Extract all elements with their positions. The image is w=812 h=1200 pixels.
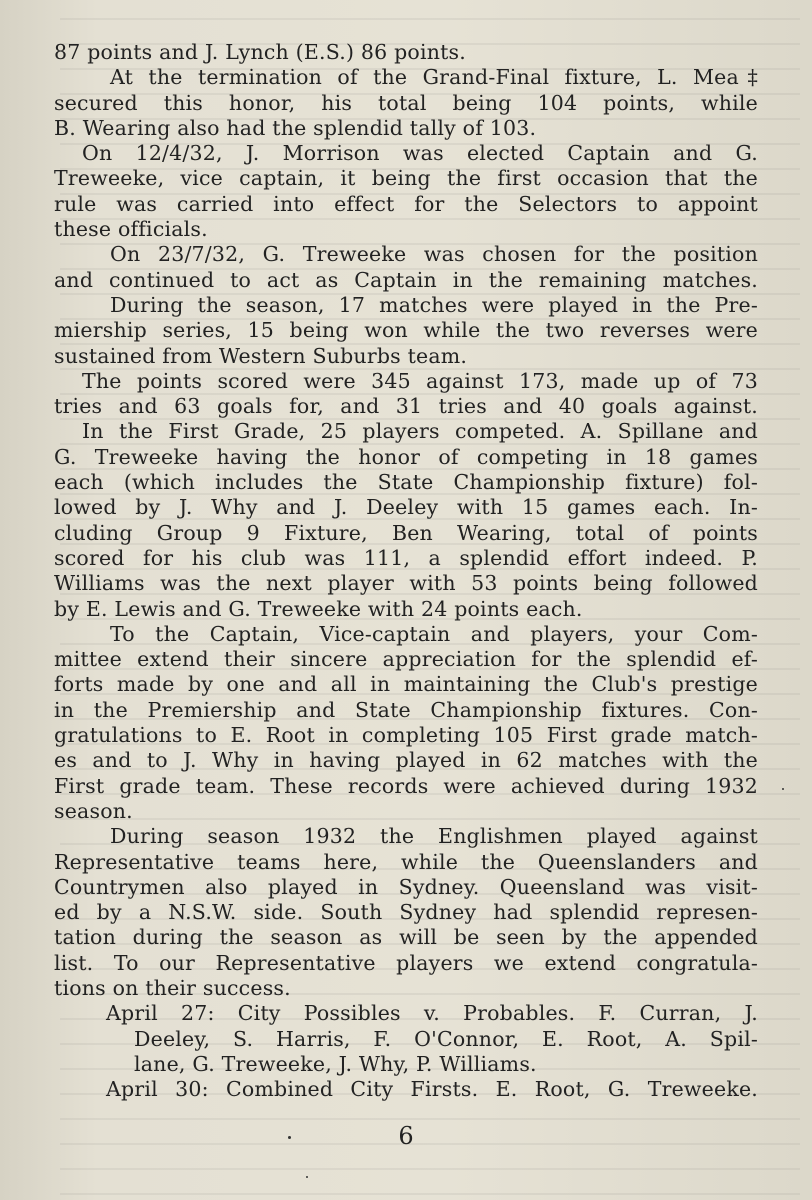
text-line: gratulations to E. Root in completing 105 First grade match- — [54, 723, 758, 748]
text-line: tation during the season as will be seen by the appended — [54, 925, 758, 950]
paper-speck — [306, 1176, 308, 1178]
text-line: During season 1932 the Englishmen played against — [110, 824, 758, 849]
text-line: lane, G. Treweeke, J. Why, P. Williams. — [134, 1051, 537, 1076]
text-line: each (which includes the State Championship fixture) fol- — [54, 470, 758, 495]
text-line: Williams was the next player with 53 points being followed — [54, 571, 758, 596]
text-line: On 23/7/32, G. Treweeke was chosen for the position — [110, 242, 758, 267]
text-line: list. To our Representative players we extend congratula- — [54, 950, 758, 975]
text-line: April 30: Combined City Firsts. E. Root, G. Treweeke. — [106, 1077, 758, 1102]
text-line: mittee extend their sincere appreciation for the splendid ef- — [54, 647, 758, 672]
text-line: April 27: City Possibles v. Probables. F. Curran, J. — [106, 1001, 758, 1026]
text-line: To the Captain, Vice-captain and players, your Com- — [110, 621, 758, 646]
text-line: Deeley, S. Harris, F. O'Connor, E. Root, A. Spil- — [134, 1026, 758, 1051]
paper-speck — [782, 788, 784, 790]
text-line: The points scored were 345 against 173, made up of 73 — [82, 368, 758, 393]
text-line: At the termination of the Grand-Final fixture, L. Mea‡ — [110, 65, 758, 90]
text-line: Representative teams here, while the Queenslanders and — [54, 849, 758, 874]
paper-speck — [288, 1136, 291, 1139]
text-line: lowed by J. Why and J. Deeley with 15 games each. In- — [54, 495, 758, 520]
text-line: B. Wearing also had the splendid tally of 103. — [54, 115, 537, 140]
text-line: scored for his club was 111, a splendid effort indeed. P. — [54, 545, 758, 570]
text-line: sustained from Western Suburbs team. — [54, 343, 468, 368]
text-line: During the season, 17 matches were played in the Pre- — [110, 292, 758, 317]
text-line: On 12/4/32, J. Morrison was elected Captain and G. — [82, 141, 758, 166]
text-line: Countrymen also played in Sydney. Queensland was visit- — [54, 874, 758, 899]
text-line: forts made by one and all in maintaining the Club's prestige — [54, 672, 758, 697]
text-line: tries and 63 goals for, and 31 tries and 40 goals against. — [54, 394, 758, 419]
text-line: cluding Group 9 Fixture, Ben Wearing, total of points — [54, 520, 758, 545]
text-line: G. Treweeke having the honor of competing in 18 games — [54, 444, 758, 469]
text-line: season. — [54, 798, 133, 823]
text-line: these officials. — [54, 217, 208, 242]
text-line: Treweeke, vice captain, it being the first occasion that the — [54, 166, 758, 191]
text-line: ed by a N.S.W. side. South Sydney had splendid represen- — [54, 900, 758, 925]
text-line: by E. Lewis and G. Treweeke with 24 points each. — [54, 596, 583, 621]
page-number: 6 — [398, 1122, 414, 1150]
text-line: secured this honor, his total being 104 points, while — [54, 90, 758, 115]
text-line: First grade team. These records were achieved during 1932 — [54, 773, 758, 798]
text-line: miership series, 15 being won while the two reverses were — [54, 318, 758, 343]
text-line: In the First Grade, 25 players competed. A. Spillane and — [82, 419, 758, 444]
text-line: es and to J. Why in having played in 62 matches with the — [54, 748, 758, 773]
text-line: 87 points and J. Lynch (E.S.) 86 points. — [54, 40, 466, 64]
text-line: tions on their success. — [54, 975, 291, 1000]
text-line: in the Premiership and State Championship fixtures. Con- — [54, 697, 758, 722]
body-text — [54, 40, 758, 1102]
text-line: rule was carried into effect for the Selectors to appoint — [54, 191, 758, 216]
text-line: and continued to act as Captain in the remaining matches. — [54, 267, 758, 292]
